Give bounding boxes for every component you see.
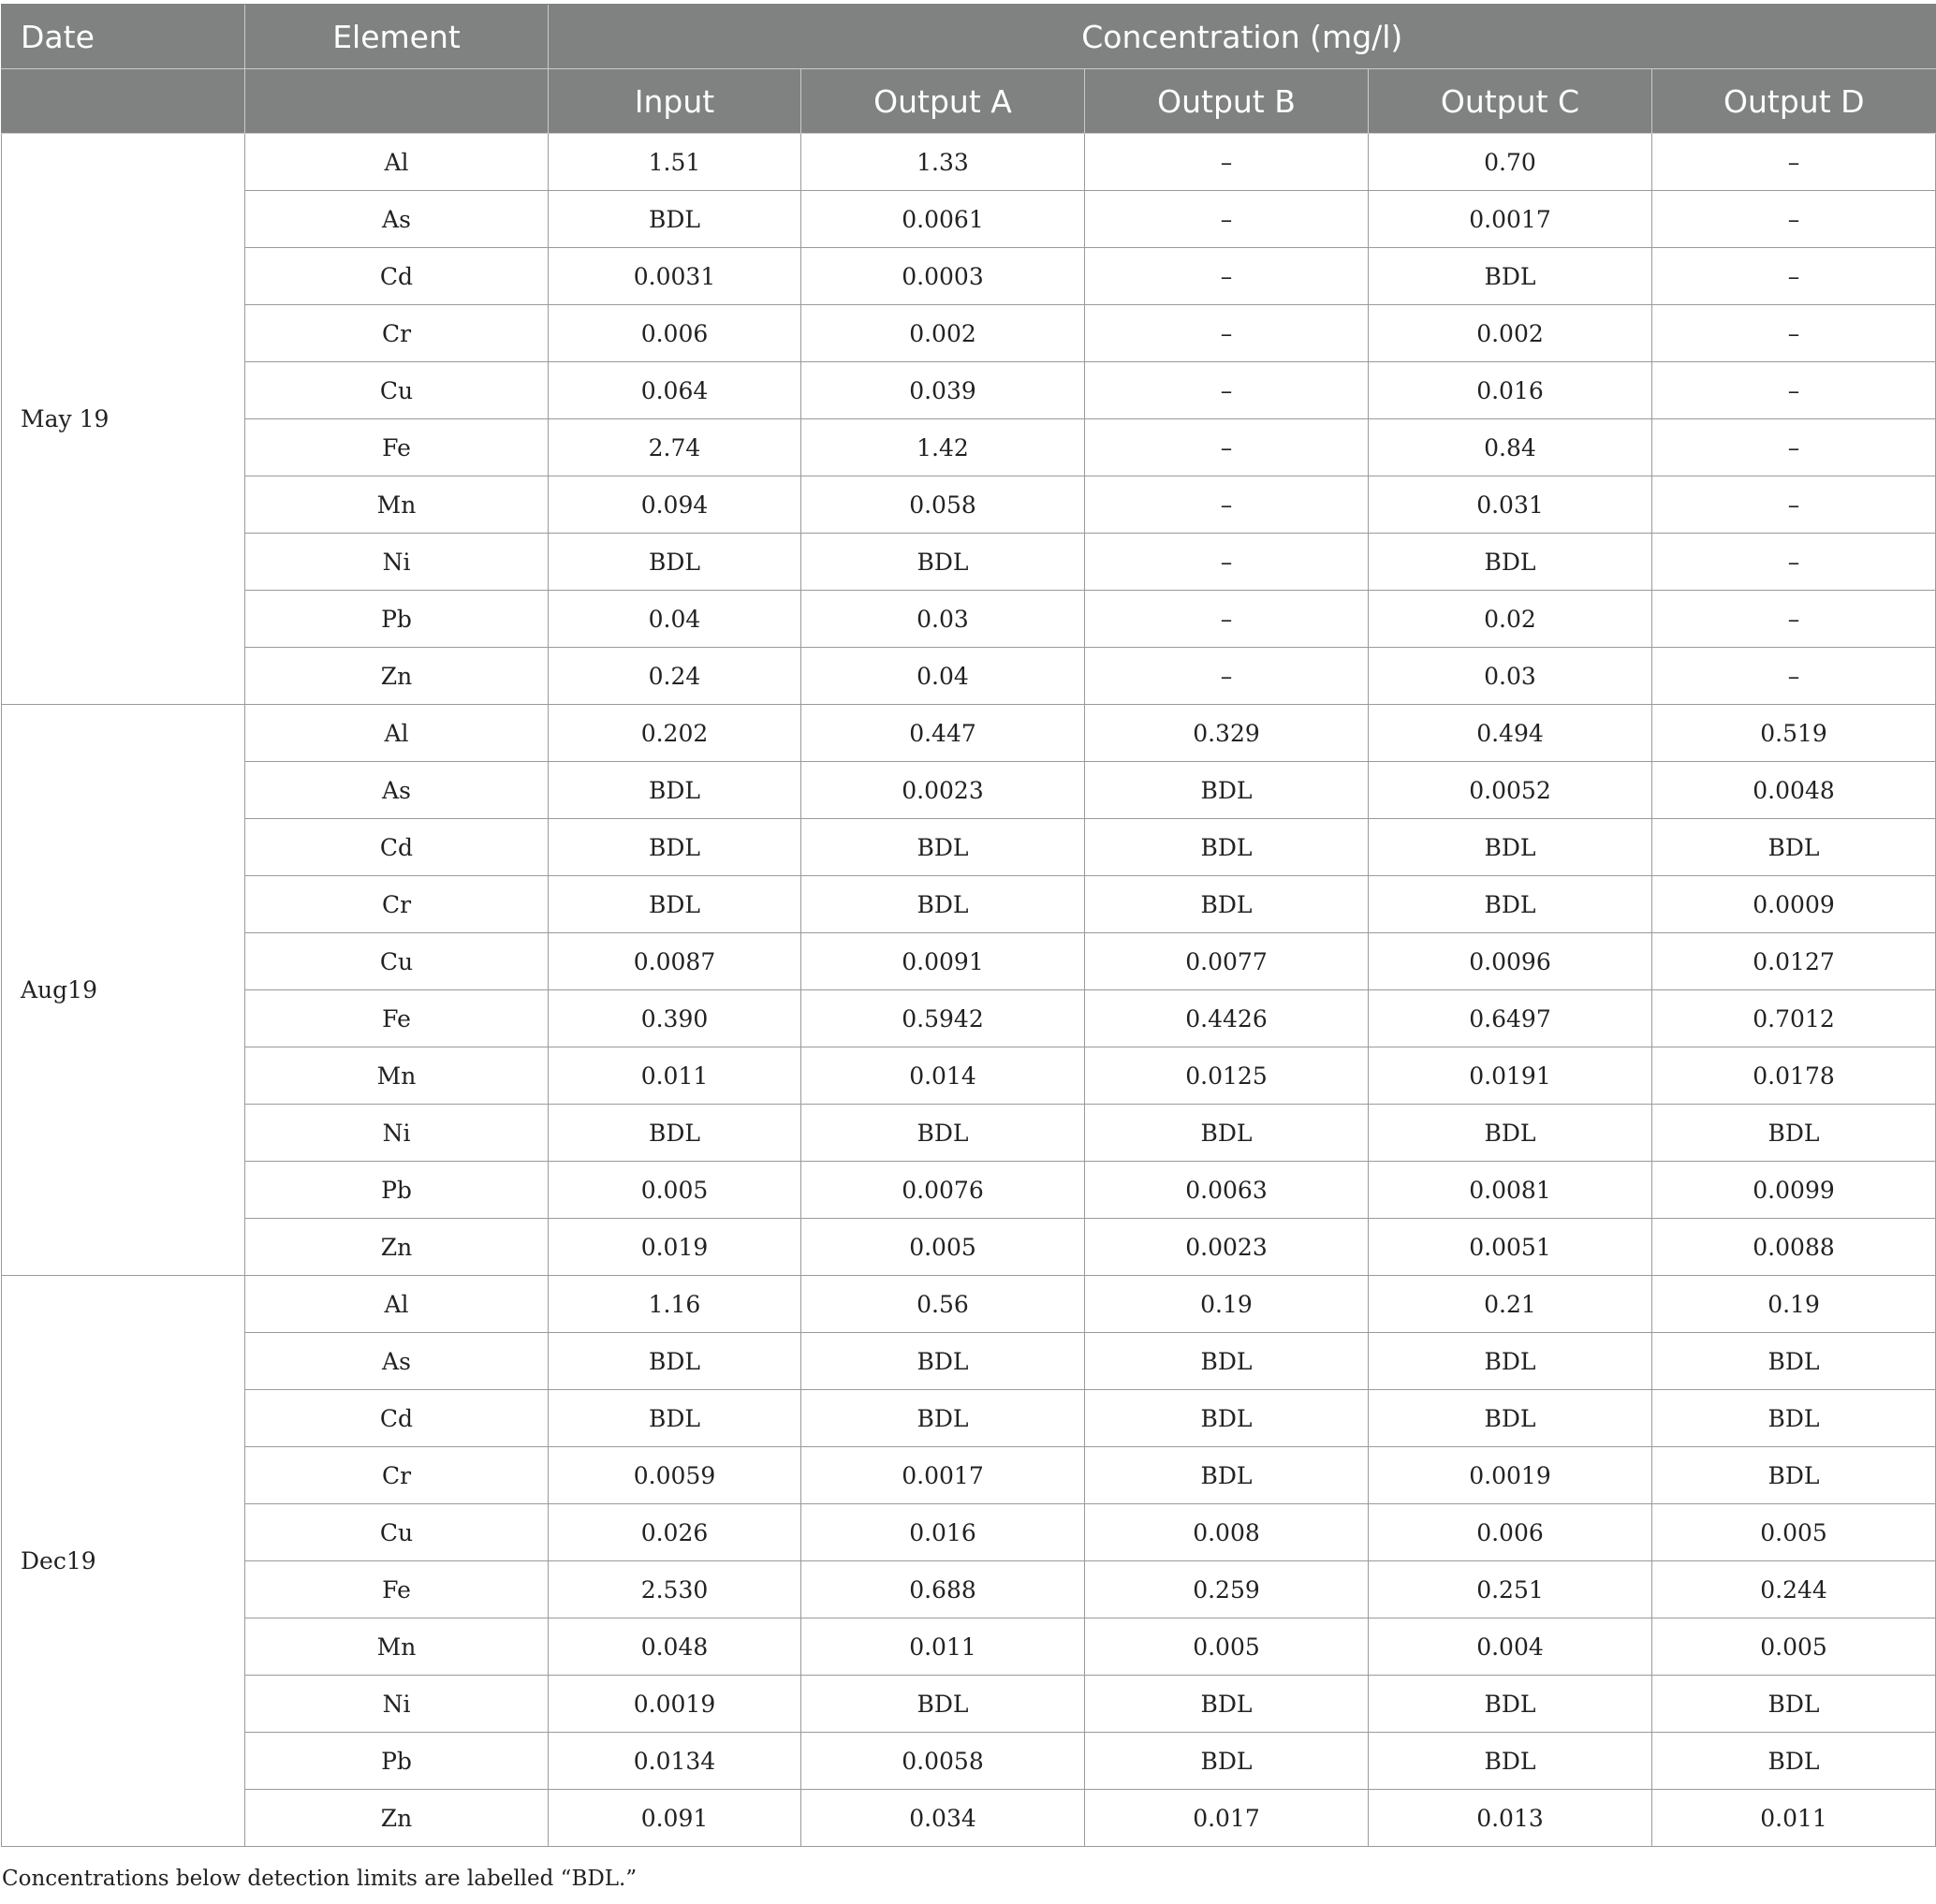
table-row — [2, 648, 1936, 705]
column-header-output-b: Output B — [1085, 69, 1369, 134]
table-row — [2, 419, 1936, 476]
table-row — [2, 1047, 1936, 1105]
output-a-value-cell: 0.5942 — [801, 990, 1085, 1047]
output-c-value-cell: 0.21 — [1369, 1276, 1652, 1333]
table-row — [2, 990, 1936, 1047]
input-value-cell: 0.04 — [549, 591, 801, 648]
input-value-cell: 0.0134 — [549, 1733, 801, 1790]
date-header-blank — [2, 69, 245, 134]
output-a-value-cell: BDL — [801, 1333, 1085, 1390]
table-row — [2, 1105, 1936, 1162]
input-value-cell: 0.0031 — [549, 248, 801, 305]
table-row — [2, 134, 1936, 191]
output-c-value-cell: 0.0081 — [1369, 1162, 1652, 1219]
output-c-value-cell: BDL — [1369, 534, 1652, 591]
output-c-value-cell: 0.013 — [1369, 1790, 1652, 1847]
input-value-cell: 0.011 — [549, 1047, 801, 1105]
input-value-cell: 0.026 — [549, 1504, 801, 1561]
output-c-value-cell: BDL — [1369, 1733, 1652, 1790]
table-row — [2, 762, 1936, 819]
output-d-value-cell: 0.19 — [1652, 1276, 1936, 1333]
output-c-value-cell: 0.0191 — [1369, 1047, 1652, 1105]
output-d-value-cell: – — [1652, 134, 1936, 191]
output-d-value-cell: 0.005 — [1652, 1618, 1936, 1676]
input-value-cell: BDL — [549, 762, 801, 819]
output-a-value-cell: 0.0003 — [801, 248, 1085, 305]
output-c-value-cell: 0.0096 — [1369, 933, 1652, 990]
table-row — [2, 476, 1936, 534]
output-b-value-cell: 0.0125 — [1085, 1047, 1369, 1105]
output-a-value-cell: 0.04 — [801, 648, 1085, 705]
output-d-value-cell: – — [1652, 419, 1936, 476]
output-c-value-cell: BDL — [1369, 248, 1652, 305]
output-b-value-cell: BDL — [1085, 1105, 1369, 1162]
input-value-cell: 1.16 — [549, 1276, 801, 1333]
element-cell: Cu — [245, 933, 549, 990]
concentration-header: Concentration (mg/l) — [549, 5, 1936, 69]
output-c-value-cell: 0.002 — [1369, 305, 1652, 362]
output-b-value-cell: BDL — [1085, 1333, 1369, 1390]
output-b-value-cell: – — [1085, 419, 1369, 476]
output-b-value-cell: – — [1085, 191, 1369, 248]
table-footnote: Concentrations below detection limits are labelled “BDL.” — [2, 1867, 638, 1891]
input-value-cell: BDL — [549, 819, 801, 876]
output-c-value-cell: BDL — [1369, 1390, 1652, 1447]
output-b-value-cell: – — [1085, 134, 1369, 191]
output-a-value-cell: BDL — [801, 1676, 1085, 1733]
output-c-value-cell: 0.251 — [1369, 1561, 1652, 1618]
output-b-value-cell: 0.0063 — [1085, 1162, 1369, 1219]
output-b-value-cell: 0.19 — [1085, 1276, 1369, 1333]
element-cell: Fe — [245, 419, 549, 476]
output-d-value-cell: 0.0088 — [1652, 1219, 1936, 1276]
table-row — [2, 248, 1936, 305]
output-a-value-cell: BDL — [801, 534, 1085, 591]
input-value-cell: 0.048 — [549, 1618, 801, 1676]
element-cell: Fe — [245, 990, 549, 1047]
output-c-value-cell: 0.0019 — [1369, 1447, 1652, 1504]
element-cell: As — [245, 762, 549, 819]
table-row — [2, 1790, 1936, 1847]
output-a-value-cell: BDL — [801, 876, 1085, 933]
element-cell: Cr — [245, 876, 549, 933]
output-c-value-cell: 0.0052 — [1369, 762, 1652, 819]
element-cell: Ni — [245, 534, 549, 591]
element-cell: Cu — [245, 1504, 549, 1561]
output-b-value-cell: – — [1085, 476, 1369, 534]
input-value-cell: 0.006 — [549, 305, 801, 362]
table-row — [2, 534, 1936, 591]
element-cell: Cu — [245, 362, 549, 419]
output-a-value-cell: BDL — [801, 1105, 1085, 1162]
output-c-value-cell: 0.03 — [1369, 648, 1652, 705]
column-header-output-a: Output A — [801, 69, 1085, 134]
output-d-value-cell: – — [1652, 591, 1936, 648]
header-row-columns — [2, 69, 1936, 134]
element-cell: Mn — [245, 1047, 549, 1105]
output-c-value-cell: 0.02 — [1369, 591, 1652, 648]
element-cell: Pb — [245, 1733, 549, 1790]
output-d-value-cell: 0.519 — [1652, 705, 1936, 762]
output-a-value-cell: 0.0023 — [801, 762, 1085, 819]
output-b-value-cell: 0.017 — [1085, 1790, 1369, 1847]
output-c-value-cell: 0.0051 — [1369, 1219, 1652, 1276]
date-cell: Dec19 — [2, 1276, 245, 1847]
input-value-cell: 0.24 — [549, 648, 801, 705]
output-d-value-cell: – — [1652, 248, 1936, 305]
output-c-value-cell: 0.494 — [1369, 705, 1652, 762]
element-cell: Pb — [245, 591, 549, 648]
input-value-cell: 2.74 — [549, 419, 801, 476]
element-cell: Fe — [245, 1561, 549, 1618]
output-a-value-cell: 0.0076 — [801, 1162, 1085, 1219]
output-c-value-cell: BDL — [1369, 819, 1652, 876]
output-a-value-cell: BDL — [801, 1390, 1085, 1447]
element-cell: Ni — [245, 1105, 549, 1162]
output-a-value-cell: 0.56 — [801, 1276, 1085, 1333]
output-d-value-cell: BDL — [1652, 1447, 1936, 1504]
table-row — [2, 1333, 1936, 1390]
element-cell: Pb — [245, 1162, 549, 1219]
output-a-value-cell: 0.011 — [801, 1618, 1085, 1676]
output-b-value-cell: – — [1085, 534, 1369, 591]
output-c-value-cell: BDL — [1369, 1333, 1652, 1390]
output-a-value-cell: 0.034 — [801, 1790, 1085, 1847]
input-value-cell: 0.0019 — [549, 1676, 801, 1733]
element-cell: Zn — [245, 648, 549, 705]
output-d-value-cell: – — [1652, 534, 1936, 591]
input-value-cell: 0.390 — [549, 990, 801, 1047]
output-b-value-cell: BDL — [1085, 1390, 1369, 1447]
output-d-value-cell: BDL — [1652, 1333, 1936, 1390]
output-a-value-cell: 0.002 — [801, 305, 1085, 362]
table-row — [2, 819, 1936, 876]
table-row — [2, 305, 1936, 362]
output-d-value-cell: 0.0178 — [1652, 1047, 1936, 1105]
output-a-value-cell: 0.03 — [801, 591, 1085, 648]
output-a-value-cell: 0.447 — [801, 705, 1085, 762]
table-row — [2, 191, 1936, 248]
output-c-value-cell: 0.84 — [1369, 419, 1652, 476]
table-row — [2, 876, 1936, 933]
output-b-value-cell: BDL — [1085, 1733, 1369, 1790]
output-d-value-cell: – — [1652, 305, 1936, 362]
output-a-value-cell: 1.33 — [801, 134, 1085, 191]
table-row — [2, 933, 1936, 990]
table-row — [2, 1618, 1936, 1676]
element-cell: Mn — [245, 1618, 549, 1676]
output-d-value-cell: 0.7012 — [1652, 990, 1936, 1047]
element-cell: As — [245, 191, 549, 248]
output-d-value-cell: – — [1652, 362, 1936, 419]
input-value-cell: BDL — [549, 1105, 801, 1162]
input-value-cell: BDL — [549, 534, 801, 591]
output-b-value-cell: 0.0077 — [1085, 933, 1369, 990]
input-value-cell: 0.019 — [549, 1219, 801, 1276]
date-header: Date — [2, 5, 245, 69]
element-cell: Zn — [245, 1790, 549, 1847]
table-header — [2, 5, 1936, 134]
table-row — [2, 1676, 1936, 1733]
input-value-cell: BDL — [549, 1390, 801, 1447]
column-header-output-c: Output C — [1369, 69, 1652, 134]
output-b-value-cell: 0.329 — [1085, 705, 1369, 762]
output-a-value-cell: 0.016 — [801, 1504, 1085, 1561]
element-cell: Ni — [245, 1676, 549, 1733]
element-cell: Al — [245, 134, 549, 191]
output-d-value-cell: 0.0009 — [1652, 876, 1936, 933]
table-row — [2, 1447, 1936, 1504]
column-header-input: Input — [549, 69, 801, 134]
element-cell: As — [245, 1333, 549, 1390]
output-b-value-cell: BDL — [1085, 876, 1369, 933]
output-d-value-cell: BDL — [1652, 819, 1936, 876]
output-c-value-cell: 0.6497 — [1369, 990, 1652, 1047]
output-c-value-cell: BDL — [1369, 1676, 1652, 1733]
output-a-value-cell: 0.0017 — [801, 1447, 1085, 1504]
output-b-value-cell: BDL — [1085, 819, 1369, 876]
output-b-value-cell: BDL — [1085, 1676, 1369, 1733]
element-cell: Cd — [245, 248, 549, 305]
input-value-cell: BDL — [549, 876, 801, 933]
output-d-value-cell: – — [1652, 648, 1936, 705]
table-row — [2, 1219, 1936, 1276]
input-value-cell: 0.202 — [549, 705, 801, 762]
output-a-value-cell: 0.039 — [801, 362, 1085, 419]
output-d-value-cell: BDL — [1652, 1676, 1936, 1733]
output-a-value-cell: 1.42 — [801, 419, 1085, 476]
input-value-cell: 0.0059 — [549, 1447, 801, 1504]
table-row — [2, 1504, 1936, 1561]
table-row — [2, 1162, 1936, 1219]
output-d-value-cell: 0.0127 — [1652, 933, 1936, 990]
output-b-value-cell: 0.4426 — [1085, 990, 1369, 1047]
input-value-cell: 0.005 — [549, 1162, 801, 1219]
output-c-value-cell: 0.004 — [1369, 1618, 1652, 1676]
output-a-value-cell: 0.014 — [801, 1047, 1085, 1105]
header-row-top — [2, 5, 1936, 69]
element-cell: Mn — [245, 476, 549, 534]
output-c-value-cell: 0.016 — [1369, 362, 1652, 419]
element-cell: Cd — [245, 819, 549, 876]
output-b-value-cell: 0.005 — [1085, 1618, 1369, 1676]
input-value-cell: 2.530 — [549, 1561, 801, 1618]
output-d-value-cell: 0.0048 — [1652, 762, 1936, 819]
table-row — [2, 705, 1936, 762]
element-cell: Cd — [245, 1390, 549, 1447]
output-d-value-cell: – — [1652, 191, 1936, 248]
output-a-value-cell: 0.0058 — [801, 1733, 1085, 1790]
output-c-value-cell: BDL — [1369, 876, 1652, 933]
input-value-cell: 0.064 — [549, 362, 801, 419]
output-b-value-cell: 0.008 — [1085, 1504, 1369, 1561]
element-cell: Al — [245, 1276, 549, 1333]
output-a-value-cell: 0.0061 — [801, 191, 1085, 248]
output-a-value-cell: 0.688 — [801, 1561, 1085, 1618]
column-header-output-d: Output D — [1652, 69, 1936, 134]
output-a-value-cell: 0.0091 — [801, 933, 1085, 990]
output-d-value-cell: 0.005 — [1652, 1504, 1936, 1561]
output-c-value-cell: 0.70 — [1369, 134, 1652, 191]
input-value-cell: BDL — [549, 1333, 801, 1390]
output-d-value-cell: 0.011 — [1652, 1790, 1936, 1847]
output-d-value-cell: BDL — [1652, 1390, 1936, 1447]
output-d-value-cell: BDL — [1652, 1105, 1936, 1162]
table-row — [2, 1561, 1936, 1618]
table-row — [2, 1276, 1936, 1333]
output-b-value-cell: 0.0023 — [1085, 1219, 1369, 1276]
input-value-cell: 0.091 — [549, 1790, 801, 1847]
element-cell: Cr — [245, 305, 549, 362]
output-b-value-cell: – — [1085, 362, 1369, 419]
table-row — [2, 591, 1936, 648]
output-a-value-cell: BDL — [801, 819, 1085, 876]
output-a-value-cell: 0.058 — [801, 476, 1085, 534]
date-cell: May 19 — [2, 134, 245, 705]
output-c-value-cell: 0.006 — [1369, 1504, 1652, 1561]
output-b-value-cell: – — [1085, 248, 1369, 305]
element-header: Element — [245, 5, 549, 69]
element-header-blank — [245, 69, 549, 134]
output-d-value-cell: – — [1652, 476, 1936, 534]
output-b-value-cell: 0.259 — [1085, 1561, 1369, 1618]
output-a-value-cell: 0.005 — [801, 1219, 1085, 1276]
input-value-cell: 1.51 — [549, 134, 801, 191]
output-c-value-cell: 0.0017 — [1369, 191, 1652, 248]
output-d-value-cell: 0.244 — [1652, 1561, 1936, 1618]
table-row — [2, 1733, 1936, 1790]
output-b-value-cell: BDL — [1085, 1447, 1369, 1504]
output-d-value-cell: BDL — [1652, 1733, 1936, 1790]
table-row — [2, 1390, 1936, 1447]
table-body — [2, 134, 1936, 1847]
output-b-value-cell: BDL — [1085, 762, 1369, 819]
element-cell: Al — [245, 705, 549, 762]
output-b-value-cell: – — [1085, 305, 1369, 362]
output-c-value-cell: BDL — [1369, 1105, 1652, 1162]
table-row — [2, 362, 1936, 419]
element-cell: Cr — [245, 1447, 549, 1504]
input-value-cell: 0.0087 — [549, 933, 801, 990]
input-value-cell: 0.094 — [549, 476, 801, 534]
output-c-value-cell: 0.031 — [1369, 476, 1652, 534]
output-b-value-cell: – — [1085, 648, 1369, 705]
date-cell: Aug19 — [2, 705, 245, 1276]
input-value-cell: BDL — [549, 191, 801, 248]
concentration-table — [1, 4, 1936, 1847]
element-cell: Zn — [245, 1219, 549, 1276]
output-d-value-cell: 0.0099 — [1652, 1162, 1936, 1219]
output-b-value-cell: – — [1085, 591, 1369, 648]
